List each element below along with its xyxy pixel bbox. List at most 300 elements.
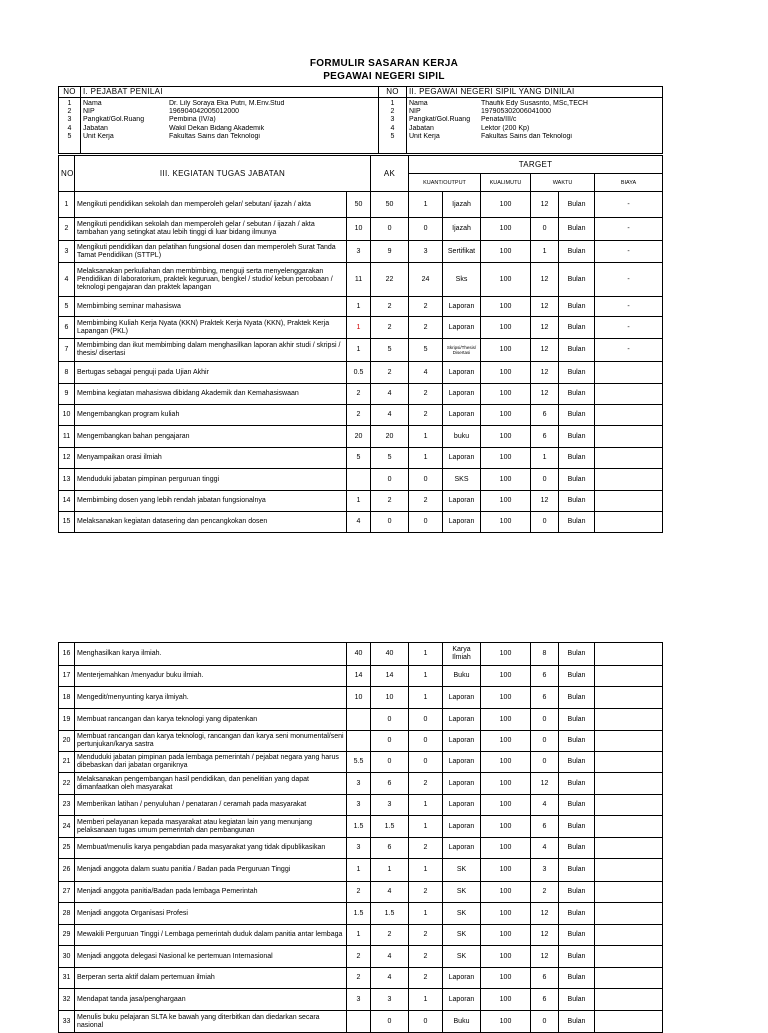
cell-satuan: Bulan (559, 448, 595, 469)
cell-ak: 4 (371, 968, 409, 989)
table-row (59, 362, 663, 384)
cell-kegiatan: Melaksanakan perkuliahan dan membimbing, menguji serta menyelenggarakan Pendidikan di laboratorium, praktek keguruan, bengkel / studio/ kebun percobaan / teknologi pengajaran dan praktek lapangan (75, 263, 347, 297)
cell-biaya: - (595, 297, 663, 317)
cell-satuan: Bulan (559, 263, 595, 297)
cell-qty: 1 (409, 816, 443, 838)
cell-waktu: 3 (531, 859, 559, 882)
cell-biaya (595, 643, 663, 666)
cell-satuan: Bulan (559, 643, 595, 666)
cell-unit: Laporan (443, 512, 481, 533)
cell-qty: 0 (409, 752, 443, 773)
dinilai-field-value: Lektor (200 Kp) (481, 124, 530, 132)
cell-ak: 9 (371, 241, 409, 263)
cell-satuan: Bulan (559, 218, 595, 241)
cell-waktu: 0 (531, 218, 559, 241)
penilai-field-label: Jabatan (83, 124, 108, 132)
cell-waktu: 12 (531, 263, 559, 297)
cell-kual: 100 (481, 405, 531, 426)
cell-angka: 4 (347, 512, 371, 533)
cell-kual: 100 (481, 838, 531, 859)
cell-waktu: 1 (531, 241, 559, 263)
cell-no: 25 (59, 838, 75, 859)
cell-ak: 14 (371, 666, 409, 687)
cell-biaya (595, 925, 663, 946)
cell-biaya (595, 838, 663, 859)
cell-kual: 100 (481, 192, 531, 218)
cell-angka: 1 (347, 317, 371, 339)
cell-kegiatan: Melaksanakan pengembangan hasil pendidikan, dan penelitian yang dapat dimanfaatkan oleh masyarakat (75, 773, 347, 795)
cell-biaya (595, 384, 663, 405)
penilai-field-value: Dr. Lily Soraya Eka Putri, M.Env.Stud (169, 100, 285, 107)
cell-no: 33 (59, 1011, 75, 1033)
cell-satuan: Bulan (559, 469, 595, 491)
col-target-header: TARGET (409, 156, 663, 174)
cell-waktu: 0 (531, 1011, 559, 1033)
dinilai-no-header: NO (379, 87, 407, 98)
cell-qty: 3 (409, 241, 443, 263)
cell-kegiatan: Menduduki jabatan pimpinan pada lembaga pemerintah / pejabat negara yang harus dibebaskan dari jabatan organiknya (75, 752, 347, 773)
cell-satuan: Bulan (559, 946, 595, 968)
identity-table (58, 86, 663, 154)
cell-kual: 100 (481, 859, 531, 882)
cell-angka: 1 (347, 859, 371, 882)
cell-satuan: Bulan (559, 1011, 595, 1033)
table-row (59, 925, 663, 946)
cell-angka: 3 (347, 773, 371, 795)
table-row (59, 405, 663, 426)
penilai-no-header: NO (59, 87, 81, 98)
table-row (59, 297, 663, 317)
penilai-field-label: Nama (83, 100, 102, 107)
cell-kual: 100 (481, 882, 531, 903)
col-ak-header: AK (371, 156, 409, 192)
cell-ak: 2 (371, 925, 409, 946)
table-row (59, 795, 663, 816)
cell-ak: 1 (371, 859, 409, 882)
cell-waktu: 0 (531, 752, 559, 773)
table-row (59, 989, 663, 1011)
cell-unit: Laporan (443, 448, 481, 469)
dinilai-field-value: Fakultas Sains dan Teknologi (481, 132, 572, 140)
dinilai-field-value: Penata/III/c (481, 116, 517, 124)
cell-angka: 5.5 (347, 752, 371, 773)
cell-biaya (595, 491, 663, 512)
cell-kegiatan: Menterjemahkan /menyadur buku ilmiah. (75, 666, 347, 687)
cell-satuan: Bulan (559, 903, 595, 925)
table-row (59, 731, 663, 752)
penilai-fields (81, 98, 379, 154)
cell-kegiatan: Menghasilkan karya ilmiah. (75, 643, 347, 666)
cell-satuan: Bulan (559, 666, 595, 687)
dinilai-number: 2 (390, 108, 395, 116)
cell-ak: 6 (371, 773, 409, 795)
cell-no: 21 (59, 752, 75, 773)
cell-biaya (595, 666, 663, 687)
cell-kual: 100 (481, 643, 531, 666)
cell-satuan: Bulan (559, 491, 595, 512)
cell-kegiatan: Menduduki jabatan pimpinan perguruan tinggi (75, 469, 347, 491)
cell-satuan: Bulan (559, 709, 595, 731)
cell-ak: 6 (371, 838, 409, 859)
cell-angka: 2 (347, 384, 371, 405)
cell-waktu: 8 (531, 643, 559, 666)
form-subtitle: PEGAWAI NEGERI SIPIL (323, 71, 445, 82)
cell-ak: 5 (371, 339, 409, 362)
cell-waktu: 12 (531, 773, 559, 795)
cell-kual: 100 (481, 426, 531, 448)
cell-satuan: Bulan (559, 297, 595, 317)
dinilai-section-title: II. PEGAWAI NEGERI SIPIL YANG DINILAI (407, 87, 663, 98)
cell-no: 18 (59, 687, 75, 709)
cell-kegiatan: Membuat/menulis karya pengabdian pada masyarakat yang tidak dipublikasikan (75, 838, 347, 859)
cell-kual: 100 (481, 968, 531, 989)
form-title: FORMULIR SASARAN KERJA (309, 58, 459, 69)
table-row (59, 687, 663, 709)
cell-unit: Skripsi/Thesis/ Disertasi (443, 339, 481, 362)
cell-no: 1 (59, 192, 75, 218)
cell-no: 13 (59, 469, 75, 491)
cell-biaya (595, 859, 663, 882)
cell-kual: 100 (481, 752, 531, 773)
table-row (59, 469, 663, 491)
cell-kegiatan: Membimbing Kuliah Kerja Nyata (KKN) Praktek Kerja Nyata (KKN), Praktek Kerja Lapangan (PKL) (75, 317, 347, 339)
cell-angka: 1.5 (347, 903, 371, 925)
cell-kegiatan: Mengembangkan bahan pengajaran (75, 426, 347, 448)
col-kegiatan-header: III. KEGIATAN TUGAS JABATAN (75, 156, 371, 192)
cell-qty: 4 (409, 362, 443, 384)
cell-ak: 2 (371, 362, 409, 384)
cell-qty: 1 (409, 643, 443, 666)
cell-unit: Laporan (443, 989, 481, 1011)
cell-ak: 2 (371, 297, 409, 317)
table-row (59, 859, 663, 882)
cell-waktu: 12 (531, 192, 559, 218)
cell-no: 8 (59, 362, 75, 384)
cell-waktu: 12 (531, 362, 559, 384)
cell-qty: 2 (409, 491, 443, 512)
penilai-field-value: Pembina (IV/a) (169, 116, 216, 124)
cell-waktu: 1 (531, 448, 559, 469)
cell-ak: 0 (371, 731, 409, 752)
cell-unit: Laporan (443, 731, 481, 752)
cell-waktu: 12 (531, 297, 559, 317)
cell-kegiatan: Bertugas sebagai penguji pada Ujian Akhir (75, 362, 347, 384)
cell-ak: 1.5 (371, 903, 409, 925)
table-row (59, 752, 663, 773)
cell-unit: Laporan (443, 709, 481, 731)
cell-biaya (595, 448, 663, 469)
cell-satuan: Bulan (559, 773, 595, 795)
cell-angka: 3 (347, 241, 371, 263)
cell-kegiatan: Berperan serta aktif dalam pertemuan ilmiah (75, 968, 347, 989)
cell-satuan: Bulan (559, 838, 595, 859)
cell-satuan: Bulan (559, 384, 595, 405)
cell-biaya: - (595, 317, 663, 339)
cell-kegiatan: Mengikuti pendidikan dan pelatihan fungsional dosen dan memperoleh Surat Tanda Tamat Pendidikan (STTPL) (75, 241, 347, 263)
cell-angka (347, 709, 371, 731)
cell-unit: SK (443, 882, 481, 903)
cell-no: 29 (59, 925, 75, 946)
table-row (59, 241, 663, 263)
cell-no: 10 (59, 405, 75, 426)
cell-no: 23 (59, 795, 75, 816)
col-kuant-header: KUANT/OUTPUT (409, 174, 481, 192)
cell-qty: 2 (409, 925, 443, 946)
cell-waktu: 6 (531, 968, 559, 989)
cell-qty: 2 (409, 946, 443, 968)
cell-qty: 0 (409, 1011, 443, 1033)
cell-kual: 100 (481, 989, 531, 1011)
cell-no: 9 (59, 384, 75, 405)
cell-satuan: Bulan (559, 317, 595, 339)
table-row (59, 1011, 663, 1033)
dinilai-field-label: Nama (409, 100, 428, 107)
cell-unit: Buku (443, 666, 481, 687)
dinilai-numbers (379, 98, 407, 154)
cell-no: 24 (59, 816, 75, 838)
cell-angka: 3 (347, 838, 371, 859)
cell-kegiatan: Menulis buku pelajaran SLTA ke bawah yang diterbitkan dan diedarkan secara nasional (75, 1011, 347, 1033)
cell-kual: 100 (481, 241, 531, 263)
cell-kual: 100 (481, 687, 531, 709)
cell-unit: Karya Ilmiah (443, 643, 481, 666)
activity-table-page2 (58, 642, 663, 1033)
cell-waktu: 12 (531, 946, 559, 968)
cell-unit: SKS (443, 469, 481, 491)
cell-kegiatan: Membimbing dosen yang lebih rendah jabatan fungsionalnya (75, 491, 347, 512)
cell-ak: 2 (371, 317, 409, 339)
cell-kegiatan: Menjadi anggota dalam suatu panitia / Badan pada Perguruan Tinggi (75, 859, 347, 882)
cell-no: 31 (59, 968, 75, 989)
cell-qty: 0 (409, 512, 443, 533)
cell-qty: 2 (409, 773, 443, 795)
cell-ak: 0 (371, 218, 409, 241)
cell-biaya (595, 795, 663, 816)
cell-ak: 0 (371, 1011, 409, 1033)
cell-ak: 4 (371, 882, 409, 903)
cell-kegiatan: Membina kegiatan mahasiswa dibidang Akademik dan Kemahasiswaan (75, 384, 347, 405)
cell-qty: 2 (409, 297, 443, 317)
cell-angka (347, 1011, 371, 1033)
cell-angka: 20 (347, 426, 371, 448)
cell-unit: Buku (443, 1011, 481, 1033)
cell-qty: 1 (409, 795, 443, 816)
penilai-field-label: NIP (83, 108, 95, 116)
cell-no: 19 (59, 709, 75, 731)
dinilai-field-label: NIP (409, 108, 421, 116)
cell-kegiatan: Memberikan latihan / penyuluhan / penataran / ceramah pada masyarakat (75, 795, 347, 816)
cell-kegiatan: Menjadi anggota panitia/Badan pada lembaga Pemerintah (75, 882, 347, 903)
table-row (59, 903, 663, 925)
col-waktu-header: WAKTU (531, 174, 595, 192)
cell-kegiatan: Mengembangkan program kuliah (75, 405, 347, 426)
cell-kual: 100 (481, 731, 531, 752)
cell-ak: 10 (371, 687, 409, 709)
cell-kual: 100 (481, 773, 531, 795)
cell-kual: 100 (481, 925, 531, 946)
cell-waktu: 12 (531, 339, 559, 362)
dinilai-number: 1 (390, 100, 395, 107)
cell-unit: Ijazah (443, 192, 481, 218)
table-row (59, 448, 663, 469)
cell-biaya (595, 405, 663, 426)
cell-qty: 2 (409, 384, 443, 405)
cell-satuan: Bulan (559, 752, 595, 773)
cell-no: 26 (59, 859, 75, 882)
cell-kual: 100 (481, 795, 531, 816)
dinilai-field-value: Thaufik Edy Susasnto, MSc,TECH (481, 100, 588, 107)
cell-satuan: Bulan (559, 989, 595, 1011)
cell-angka: 11 (347, 263, 371, 297)
cell-no: 14 (59, 491, 75, 512)
cell-unit: Laporan (443, 795, 481, 816)
cell-kual: 100 (481, 448, 531, 469)
cell-waktu: 0 (531, 469, 559, 491)
cell-ak: 1.5 (371, 816, 409, 838)
cell-ak: 0 (371, 752, 409, 773)
col-biaya-header: BIAYA (595, 174, 663, 192)
cell-biaya (595, 773, 663, 795)
cell-kual: 100 (481, 946, 531, 968)
cell-kegiatan: Membimbing dan ikut membimbing dalam menghasilkan laporan akhir studi / skripsi / thesis/ disertasi (75, 339, 347, 362)
cell-unit: Sks (443, 263, 481, 297)
cell-qty: 1 (409, 989, 443, 1011)
penilai-field-value: Wakil Dekan Bidang Akademik (169, 124, 265, 132)
cell-satuan: Bulan (559, 192, 595, 218)
cell-satuan: Bulan (559, 362, 595, 384)
cell-ak: 3 (371, 795, 409, 816)
cell-biaya: - (595, 218, 663, 241)
cell-waktu: 12 (531, 491, 559, 512)
cell-biaya (595, 946, 663, 968)
cell-biaya (595, 816, 663, 838)
cell-unit: Laporan (443, 362, 481, 384)
cell-kegiatan: Membuat rancangan dan karya teknologi, rancangan dan karya seni monumental/seni pertunjukan/karya sastra (75, 731, 347, 752)
dinilai-number: 4 (390, 124, 395, 132)
cell-angka: 40 (347, 643, 371, 666)
cell-satuan: Bulan (559, 882, 595, 903)
cell-satuan: Bulan (559, 925, 595, 946)
cell-kegiatan: Mendapat tanda jasa/penghargaan (75, 989, 347, 1011)
cell-biaya (595, 426, 663, 448)
cell-waktu: 6 (531, 989, 559, 1011)
cell-kual: 100 (481, 218, 531, 241)
dinilai-field-label: Pangkat/Gol.Ruang (409, 116, 471, 124)
cell-kual: 100 (481, 666, 531, 687)
table-row (59, 384, 663, 405)
cell-satuan: Bulan (559, 731, 595, 752)
cell-ak: 4 (371, 946, 409, 968)
cell-satuan: Bulan (559, 339, 595, 362)
table-row (59, 512, 663, 533)
cell-ak: 22 (371, 263, 409, 297)
cell-angka: 50 (347, 192, 371, 218)
cell-angka: 5 (347, 448, 371, 469)
cell-qty: 2 (409, 317, 443, 339)
cell-no: 28 (59, 903, 75, 925)
cell-angka (347, 731, 371, 752)
cell-ak: 40 (371, 643, 409, 666)
cell-biaya (595, 731, 663, 752)
cell-kegiatan: Mengikuti pendidikan sekolah dan memperoleh gelar / sebutan / ijazah / akta tambahan yang setingkat atau lebih tinggi di luar bidang ilmunya (75, 218, 347, 241)
dinilai-field-label: Jabatan (409, 124, 434, 132)
cell-qty: 1 (409, 687, 443, 709)
cell-waktu: 6 (531, 405, 559, 426)
cell-unit: Laporan (443, 491, 481, 512)
cell-kual: 100 (481, 469, 531, 491)
cell-satuan: Bulan (559, 859, 595, 882)
table-row (59, 838, 663, 859)
cell-qty: 1 (409, 666, 443, 687)
cell-unit: Laporan (443, 297, 481, 317)
cell-no: 3 (59, 241, 75, 263)
cell-angka: 14 (347, 666, 371, 687)
cell-waktu: 12 (531, 317, 559, 339)
cell-angka: 1.5 (347, 816, 371, 838)
cell-waktu: 6 (531, 687, 559, 709)
table-row (59, 491, 663, 512)
cell-biaya (595, 687, 663, 709)
cell-ak: 0 (371, 469, 409, 491)
cell-waktu: 0 (531, 731, 559, 752)
cell-no: 15 (59, 512, 75, 533)
cell-kegiatan: Menjadi anggota delegasi Nasional ke pertemuan Internasional (75, 946, 347, 968)
cell-ak: 4 (371, 384, 409, 405)
cell-no: 11 (59, 426, 75, 448)
cell-qty: 0 (409, 469, 443, 491)
penilai-field-label: Unit Kerja (83, 132, 114, 140)
cell-qty: 1 (409, 426, 443, 448)
penilai-number: 3 (67, 116, 72, 124)
cell-satuan: Bulan (559, 241, 595, 263)
cell-qty: 1 (409, 448, 443, 469)
penilai-field-value: Fakultas Sains dan Teknologi (169, 132, 260, 140)
cell-no: 7 (59, 339, 75, 362)
cell-kual: 100 (481, 512, 531, 533)
cell-waktu: 4 (531, 838, 559, 859)
penilai-field-value: 196904042005012000 (169, 108, 240, 116)
cell-no: 4 (59, 263, 75, 297)
cell-biaya (595, 903, 663, 925)
cell-qty: 5 (409, 339, 443, 362)
cell-no: 30 (59, 946, 75, 968)
cell-unit: Sertifikat (443, 241, 481, 263)
cell-unit: Laporan (443, 384, 481, 405)
table-row (59, 218, 663, 241)
cell-angka: 1 (347, 339, 371, 362)
cell-waktu: 6 (531, 666, 559, 687)
cell-biaya (595, 989, 663, 1011)
table-row (59, 263, 663, 297)
cell-no: 6 (59, 317, 75, 339)
cell-biaya: - (595, 339, 663, 362)
cell-no: 20 (59, 731, 75, 752)
cell-unit: SK (443, 859, 481, 882)
cell-no: 5 (59, 297, 75, 317)
cell-satuan: Bulan (559, 426, 595, 448)
cell-ak: 5 (371, 448, 409, 469)
table-row (59, 773, 663, 795)
cell-waktu: 6 (531, 816, 559, 838)
cell-qty: 0 (409, 709, 443, 731)
cell-satuan: Bulan (559, 687, 595, 709)
cell-kegiatan: Mewakili Perguruan Tinggi / Lembaga pemerintah duduk dalam panitia antar lembaga (75, 925, 347, 946)
cell-qty: 2 (409, 405, 443, 426)
cell-qty: 2 (409, 968, 443, 989)
cell-qty: 1 (409, 192, 443, 218)
penilai-field-label: Pangkat/Gol.Ruang (83, 116, 145, 124)
table-row (59, 816, 663, 838)
